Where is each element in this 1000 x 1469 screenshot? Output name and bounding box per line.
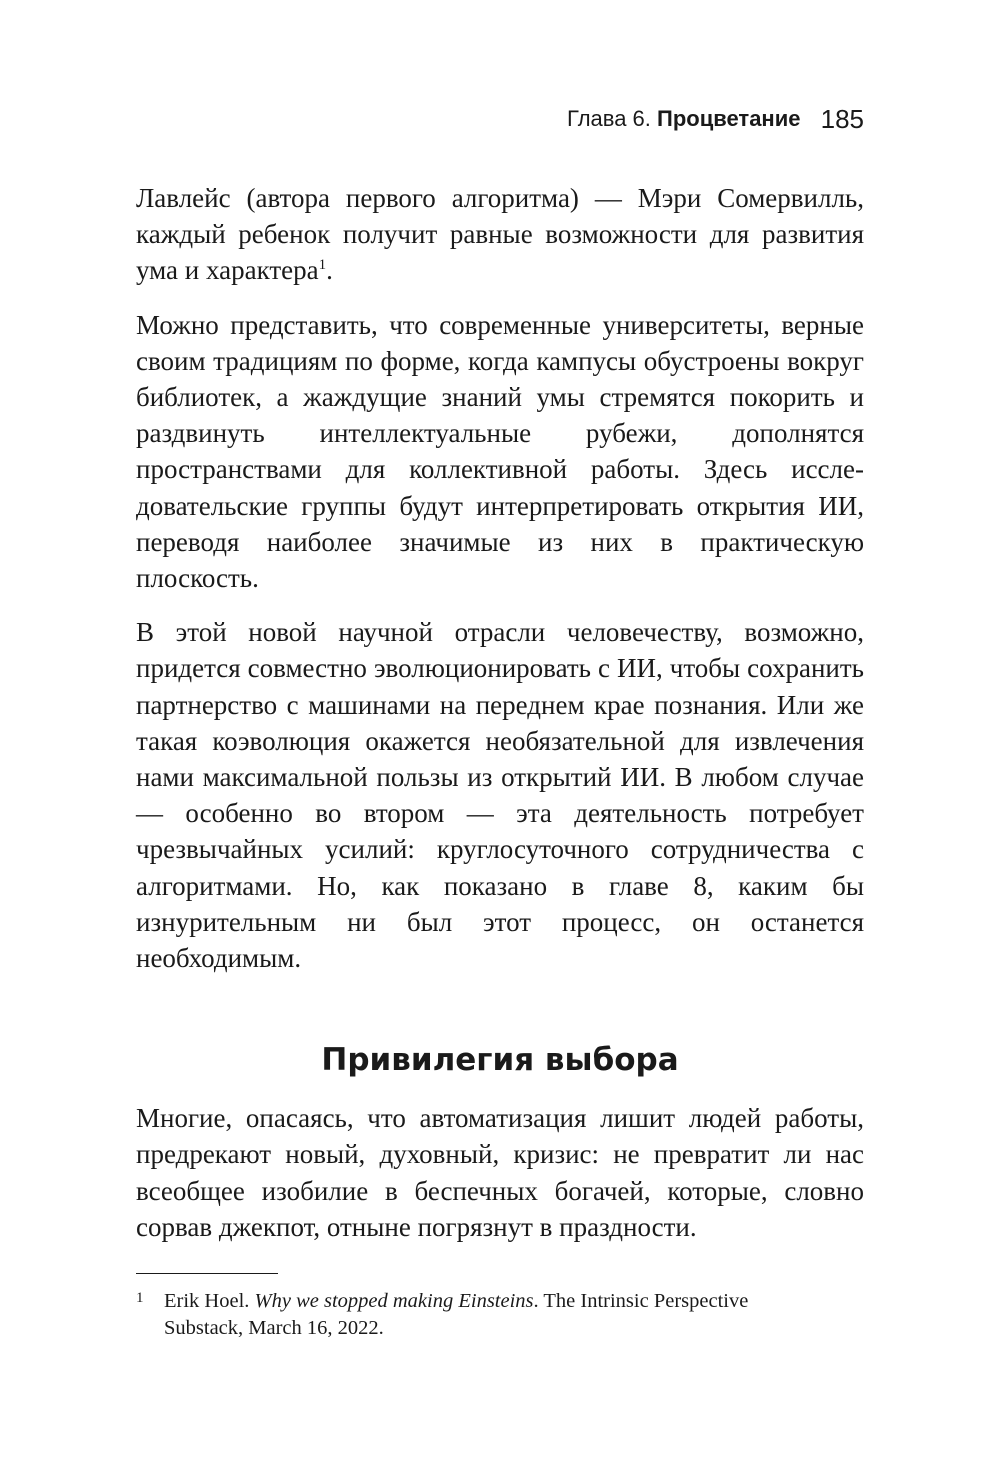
footnote: 1 Erik Hoel. Why we stopped making Einsteins. The Intrinsic Perspective Substack, March 16, 2022. [136, 1288, 864, 1342]
footnote-title: Why we stopped making Einsteins [254, 1290, 534, 1312]
running-header [567, 104, 864, 135]
section-heading: Привилегия выбора [321, 1042, 679, 1079]
paragraph-1 [136, 180, 864, 289]
footnote-source-1: . The Intrinsic Perspective [533, 1290, 749, 1312]
page-number: 185 [820, 104, 864, 134]
page-body [136, 180, 864, 1263]
paragraph-3: В этой новой научной отрасли человечеству, возможно, придется совместно эволюционировать с ИИ, чтобы сохранить партнерство с машинами на переднем крае познания. Или же такая коэволюция окажется необязательной для извлечения нами максимальной пользы из открытий ИИ. В любом случае — особенно во втором — эта деятельность потребует чрезвычайных усилий: круглосуточного сотрудничества с алгоритмами. Но, как показано в главе 8, каким бы изнурительным ни был этот процесс, он останется необходимым. [136, 617, 864, 974]
paragraph-2: Можно представить, что современные университеты, верные своим традициям по форме, когда кампусы обустроены вокруг библиотек, а жаждущие знаний умы стремятся покорить и раздвинуть интеллектуальные рубежи, дополнятся пространствами для коллективной работы. Здесь исследовательские группы будут интерпретировать открытия ИИ, переводя наиболее значимые из них в практическую плоскость. [136, 309, 864, 594]
footnote-divider [136, 1273, 278, 1274]
paragraph-4: Многие, опасаясь, что автоматизация лишит людей работы, предрекают новый, духовный, кризис: не превратит ли нас всеобщее изобилие в беспечных богачей, которые, словно сорвав джекпот, отныне погрязнут в праздности. [136, 1103, 864, 1242]
chapter-label: Глава 6. [567, 106, 651, 131]
footnote-source-2: Substack, March 16, 2022. [164, 1317, 384, 1339]
footnote-ref-1[interactable]: 1 [318, 257, 327, 274]
footnote-line-1 [164, 1290, 748, 1312]
footnote-author: Erik Hoel. [164, 1290, 250, 1312]
paragraph-1-text: Лавлейс (автора первого алгоритма) — Мэри Сомервилль, каждый ребенок получит равные возможности для развития ума и характера [136, 183, 864, 286]
paragraph-1-end: . [326, 255, 333, 286]
chapter-title: Процветание [657, 106, 801, 131]
